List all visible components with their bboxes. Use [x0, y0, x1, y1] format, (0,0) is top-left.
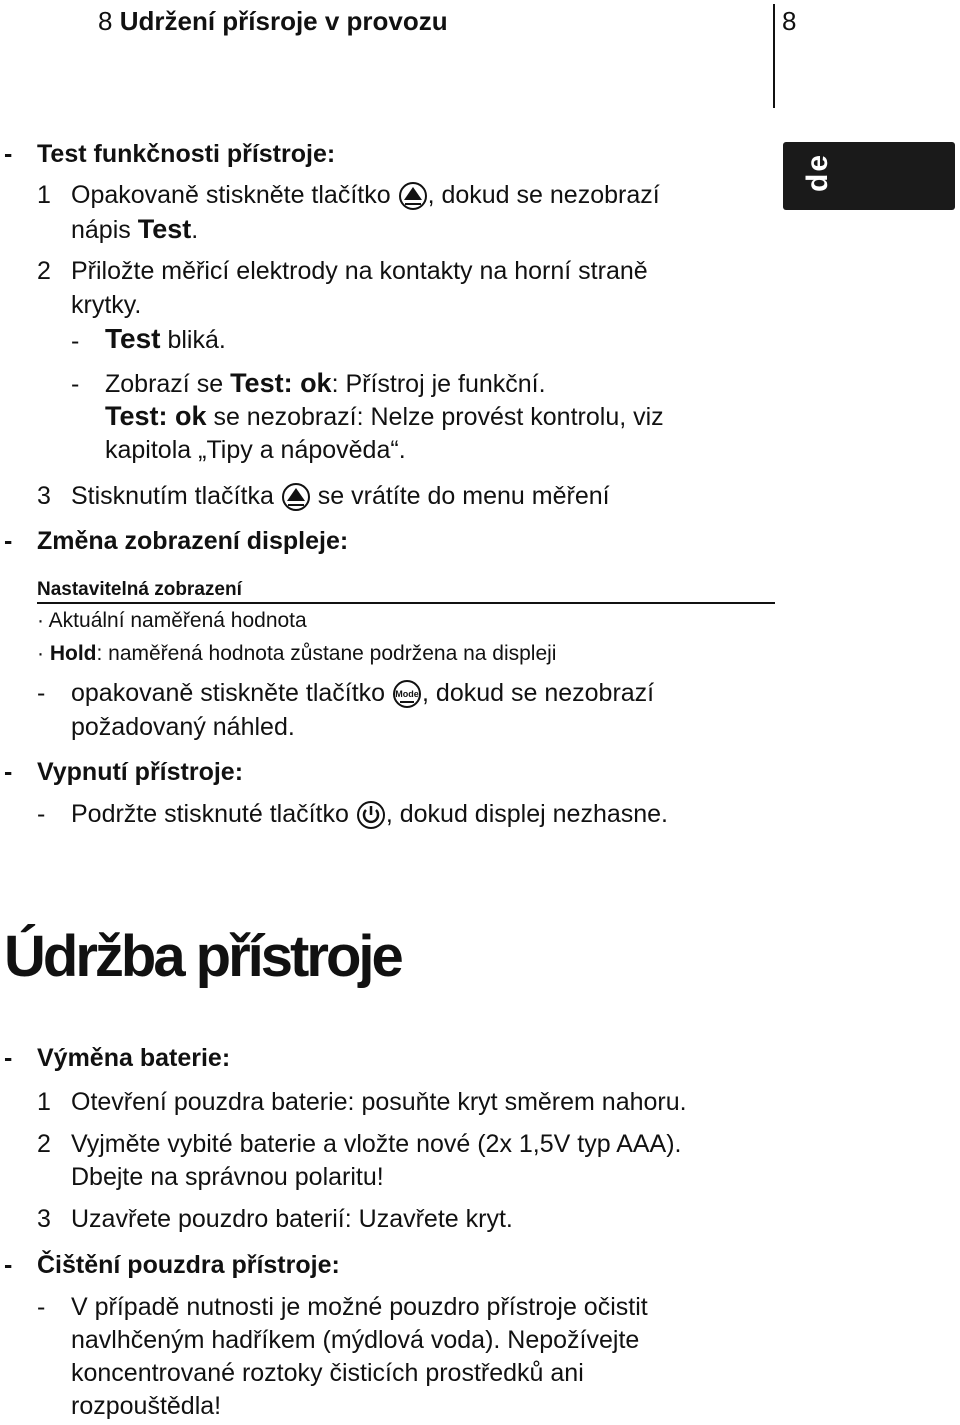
step1-text [71, 178, 660, 212]
sub2-text [105, 366, 546, 401]
battery-heading: Výměna baterie: [37, 1044, 231, 1072]
function-test-dash: - [4, 140, 13, 168]
step3-b: se vrátíte do menu měření [317, 482, 610, 510]
display-step-b: , dokud se nezobrazí [422, 679, 655, 707]
power-off-b: , dokud displej nezhasne. [385, 800, 669, 828]
table-rule [37, 602, 775, 604]
display-step-text-line2: požadovaný náhled. [71, 713, 295, 741]
sub2-a: Zobrazí se [105, 370, 231, 398]
sub3-text [105, 399, 664, 434]
sub1-bold: Test [105, 323, 161, 354]
header-divider [773, 4, 775, 108]
display-change-dash: - [4, 527, 13, 555]
page-number: 8 [782, 6, 797, 36]
step1-c1: nápis [71, 216, 138, 244]
cleaning-dash: - [4, 1251, 13, 1279]
up-arrow-button-icon [398, 181, 428, 211]
cleaning-text-line1: V případě nutnosti je možné pouzdro přístroje očistit [71, 1293, 648, 1321]
step1-number: 1 [37, 181, 51, 209]
step2-text-line2: krytky. [71, 291, 142, 319]
power-off-step-dash: - [37, 800, 46, 828]
display-change-heading: Změna zobrazení displeje: [37, 527, 349, 555]
step1-text-b: , dokud se nezobrazí [427, 181, 660, 209]
power-off-a: Podržte stisknuté tlačítko [71, 800, 349, 828]
power-button-icon [356, 800, 386, 830]
step3-a: Stisknutím tlačítka [71, 482, 274, 510]
section-header [98, 4, 448, 38]
table-item-current: · Aktuální naměřená hodnota [37, 609, 307, 632]
mode-button-icon [392, 679, 422, 709]
step2-number: 2 [37, 257, 51, 285]
mode-icon-label: Mode [395, 689, 419, 700]
test-label: Test [137, 214, 192, 244]
step3-number: 3 [37, 482, 51, 510]
power-off-step-text [71, 797, 668, 831]
cleaning-step-dash: - [37, 1293, 46, 1321]
cleaning-text-line3: koncentrované roztoky čisticích prostředků ani [71, 1359, 584, 1387]
step1-c3: . [191, 216, 199, 244]
battery-step2-text-line2: Dbejte na správnou polaritu! [71, 1163, 384, 1191]
sub1-rest: bliká. [160, 326, 226, 354]
section-number: 8 [98, 6, 113, 36]
sub1-text [105, 322, 226, 357]
item2-prefix: · [37, 642, 50, 665]
cleaning-text-line2: navlhčeným hadříkem (mýdlová voda). Nepožívejte [71, 1326, 640, 1354]
cleaning-text-line4: rozpouštědla! [71, 1392, 222, 1420]
step2-text: Přiložte měřicí elektrody na kontakty na horní straně [71, 257, 648, 285]
power-off-heading: Vypnutí přístroje: [37, 758, 244, 786]
power-off-dash: - [4, 758, 13, 786]
language-tab [783, 142, 955, 210]
sub2-rest: : Přístroj je funkční. [331, 370, 546, 398]
battery-dash: - [4, 1044, 13, 1072]
item2-rest: : naměřená hodnota zůstane podržena na displeji [96, 642, 557, 665]
display-step-text [71, 676, 654, 710]
sub3-rest: se nezobrazí: Nelze provést kontrolu, viz [206, 403, 664, 431]
sub1-dash: - [71, 327, 80, 355]
battery-step3-number: 3 [37, 1205, 51, 1233]
sub2-dash: - [71, 370, 80, 398]
up-arrow-button-icon [281, 482, 311, 512]
section-title: Udržení přísroje v provozu [119, 6, 448, 36]
sub2-bold: Test: ok [230, 368, 332, 398]
cleaning-heading: Čištění pouzdra přístroje: [37, 1251, 340, 1279]
sub3-text-line2: kapitola „Tipy a nápověda“. [105, 436, 406, 464]
battery-step3-text: Uzavřete pouzdro baterií: Uzavřete kryt. [71, 1205, 513, 1233]
sub3-bold: Test: ok [105, 401, 207, 431]
table-header: Nastavitelná zobrazení [37, 579, 242, 600]
battery-step1-text: Otevření pouzdra baterie: posuňte kryt směrem nahoru. [71, 1088, 687, 1116]
battery-step2-text: Vyjměte vybité baterie a vložte nové (2x 1,5V typ AAA). [71, 1130, 682, 1158]
battery-step1-number: 1 [37, 1088, 51, 1116]
function-test-heading: Test funkčnosti přístroje: [37, 140, 336, 168]
step1-text-a: Opakovaně stiskněte tlačítko [71, 181, 391, 209]
table-item-hold [37, 640, 556, 668]
display-step-dash: - [37, 679, 46, 707]
hold-label: Hold [49, 642, 97, 665]
maintenance-title: Údržba přístroje [4, 924, 401, 989]
language-tab-label: de [801, 152, 834, 192]
display-step-a: opakovaně stiskněte tlačítko [71, 679, 386, 707]
step1-text-line2 [71, 212, 198, 247]
battery-step2-number: 2 [37, 1130, 51, 1158]
step3-text [71, 479, 610, 513]
